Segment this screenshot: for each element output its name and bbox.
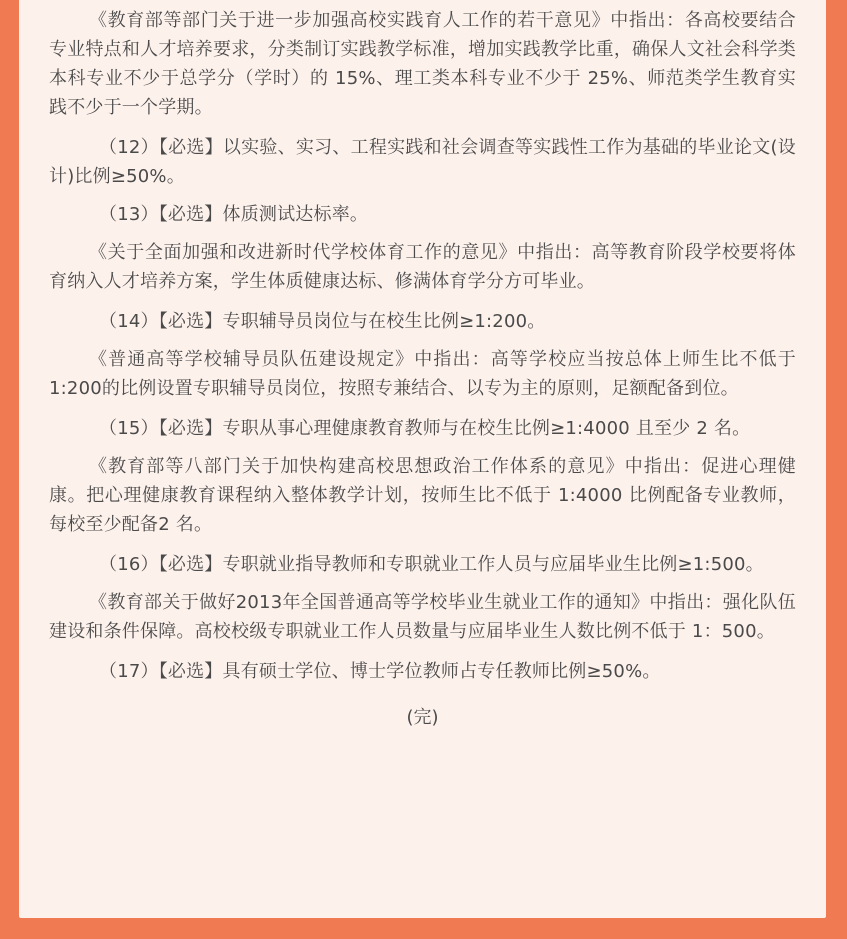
end-mark: (完) bbox=[406, 707, 439, 728]
policy-quote-practice-teaching: 《教育部等部门关于进一步加强高校实践育人工作的若干意见》中指出：各高校要结合专业特点和人才培养要求，分类制订实践教学标准，增加实践教学比重，确保人文社会科学类本科专业不少于总学分（学时）的 15%、理工类本科专业不少于 25%、师范类学生教育实践不少于一个学期。 bbox=[49, 10, 796, 118]
policy-quote-mental-health: 《教育部等八部门关于加快构建高校思想政治工作体系的意见》中指出：促进心理健康。把心理健康教育课程纳入整体教学计划，按师生比不低于 1:4000 比例配备专业教师，每校至少配备2 名。 bbox=[49, 456, 796, 535]
indicator-12: （12）【必选】以实验、实习、工程实践和社会调查等实践性工作为基础的毕业论文(设计)比例≥50%。 bbox=[49, 137, 796, 187]
policy-quote-counselors: 《普通高等学校辅导员队伍建设规定》中指出：高等学校应当按总体上师生比不低于 1:200的比例设置专职辅导员岗位，按照专兼结合、以专为主的原则，足额配备到位。 bbox=[49, 349, 796, 399]
indicator-14: （14）【必选】专职辅导员岗位与在校生比例≥1:200。 bbox=[99, 311, 546, 332]
indicator-15: （15）【必选】专职从事心理健康教育教师与在校生比例≥1:4000 且至少 2 名。 bbox=[99, 418, 751, 439]
indicator-16: （16）【必选】专职就业指导教师和专职就业工作人员与应届毕业生比例≥1:500。 bbox=[99, 554, 764, 575]
policy-quote-employment: 《教育部关于做好2013年全国普通高等学校毕业生就业工作的通知》中指出：强化队伍建设和条件保障。高校校级专职就业工作人员数量与应届毕业生人数比例不低于 1：500。 bbox=[49, 592, 796, 642]
policy-quote-physical-education: 《关于全面加强和改进新时代学校体育工作的意见》中指出：高等教育阶段学校要将体育纳入人才培养方案，学生体质健康达标、修满体育学分方可毕业。 bbox=[49, 242, 796, 292]
article-panel bbox=[19, 0, 826, 918]
indicator-17: （17）【必选】具有硕士学位、博士学位教师占专任教师比例≥50%。 bbox=[99, 661, 661, 682]
indicator-13: （13）【必选】体质测试达标率。 bbox=[99, 204, 369, 225]
